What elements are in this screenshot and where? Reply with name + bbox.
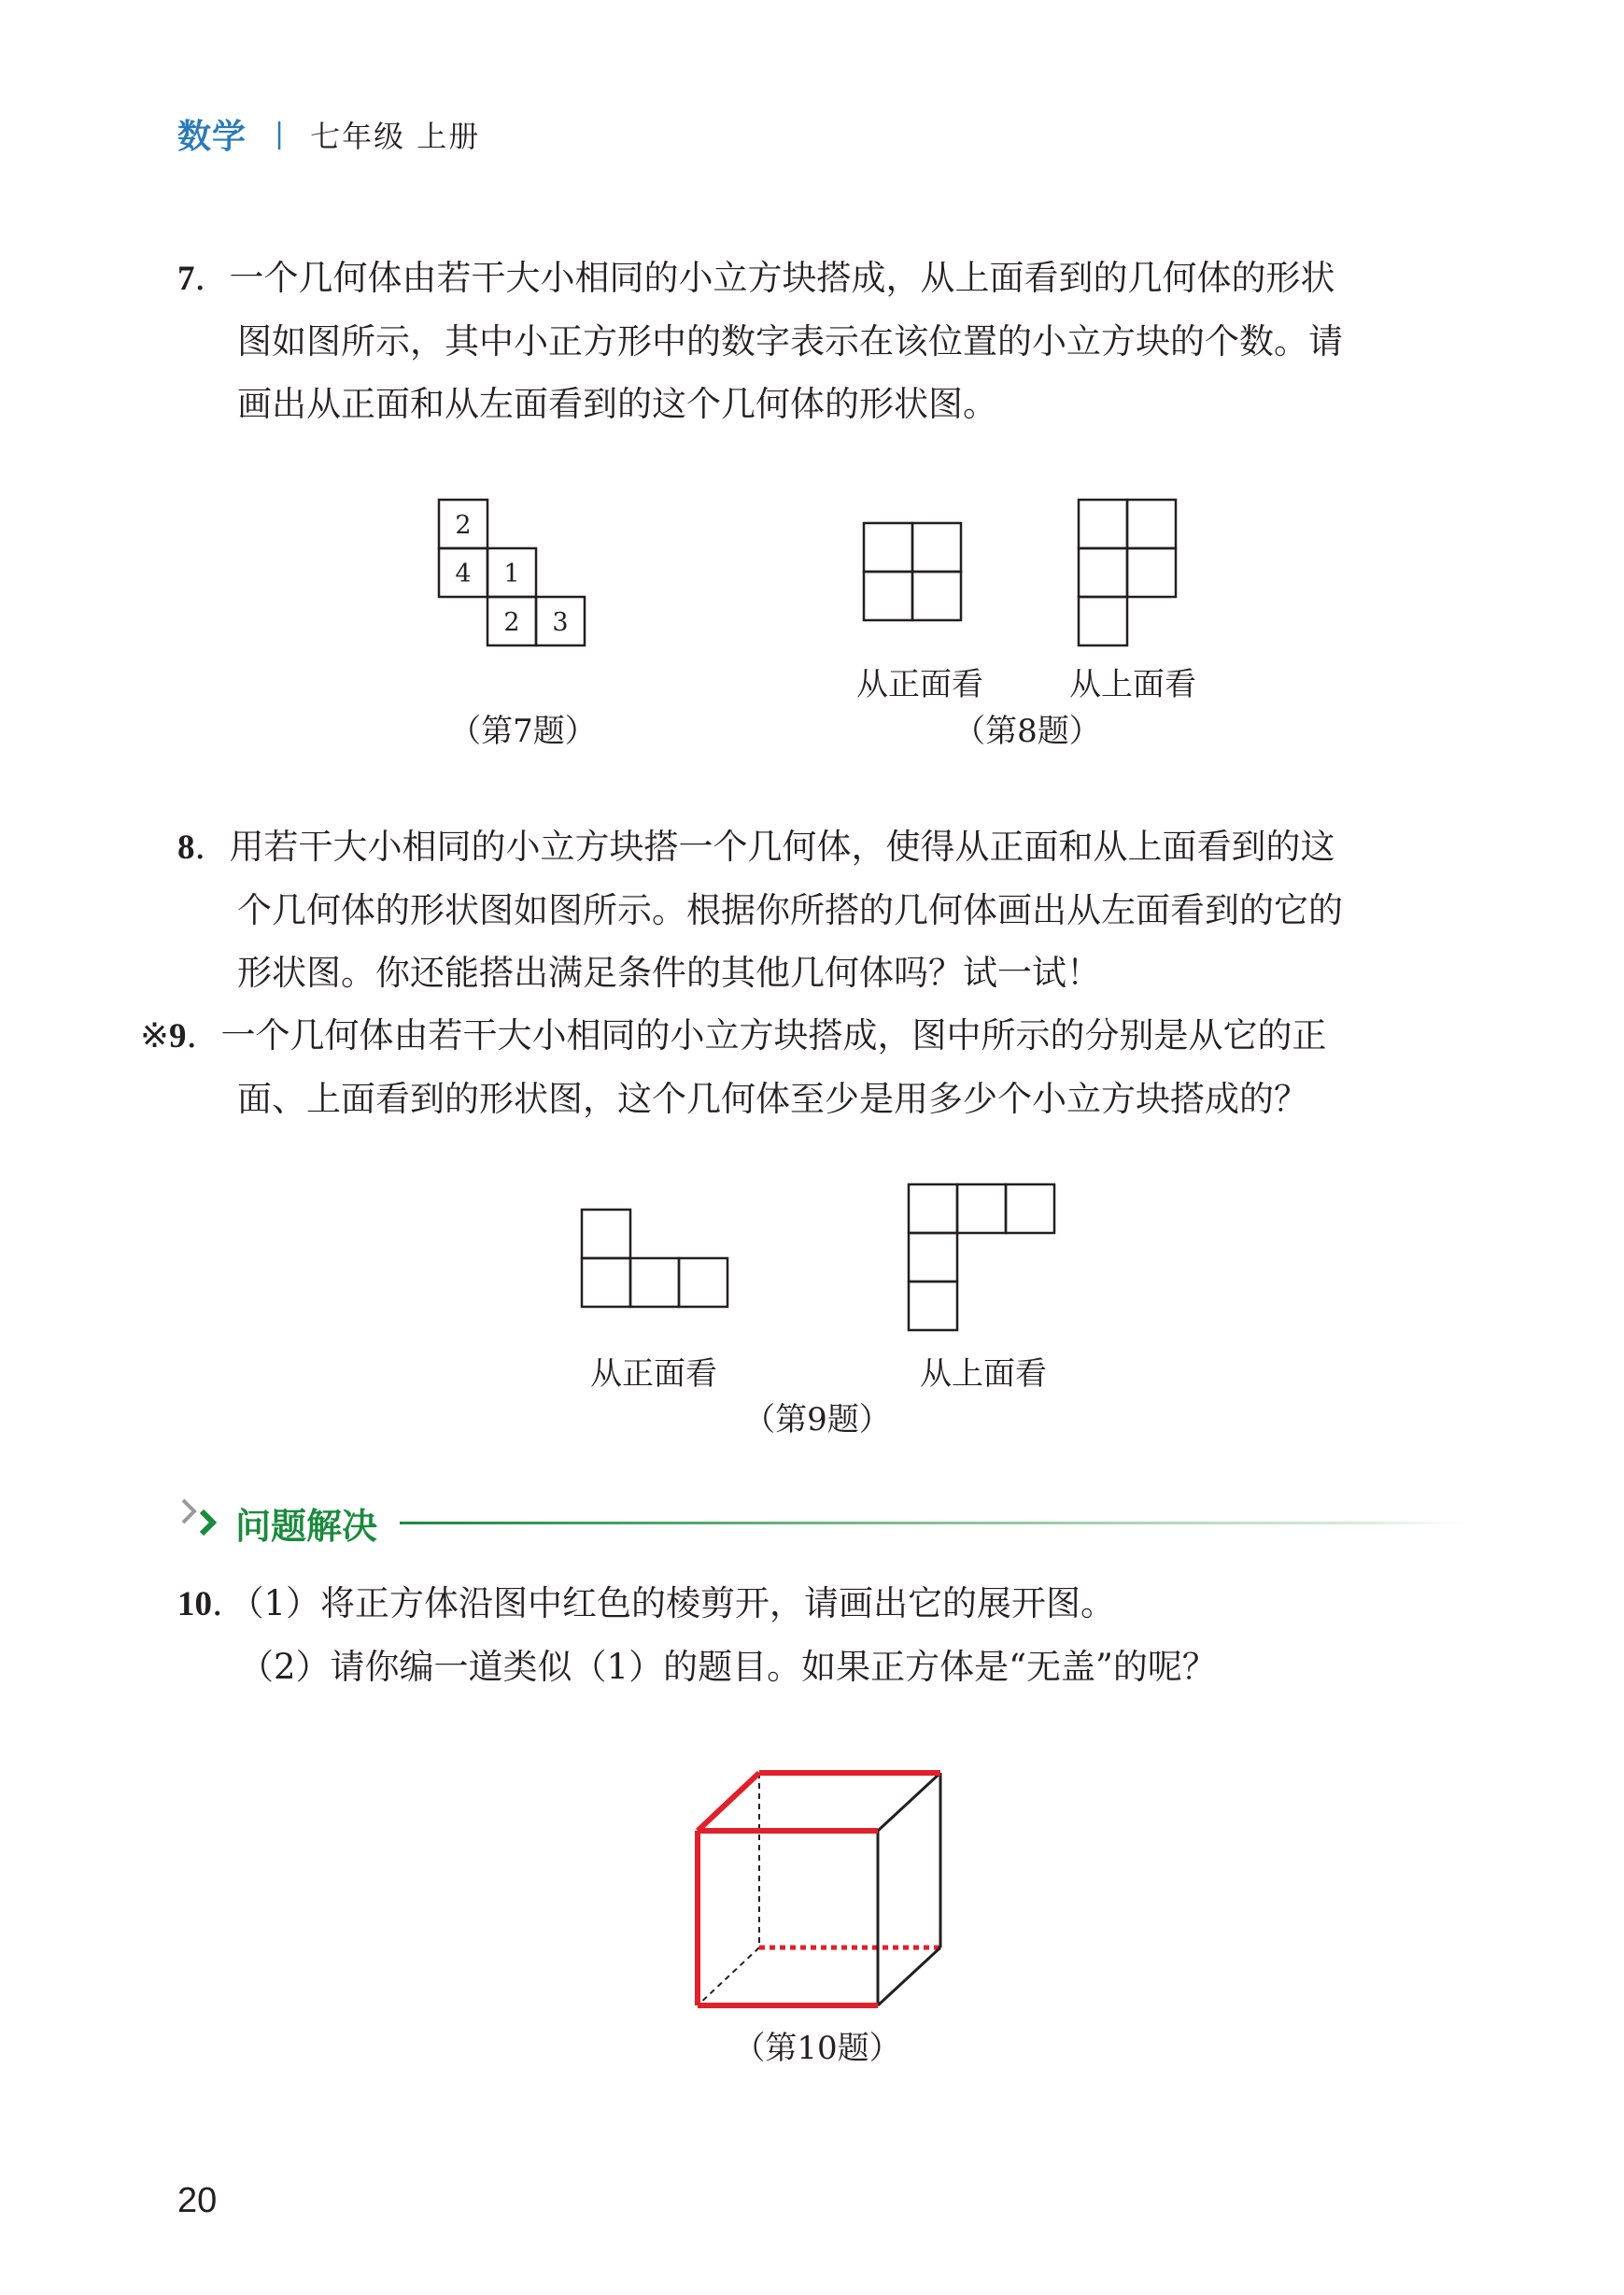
cell-count: 2 [455, 511, 472, 540]
header-separator: | [275, 118, 285, 150]
question-8 [177, 815, 1466, 1004]
grade-label: 七年级 上册 [310, 118, 481, 154]
question-text-line: ．一个几何体由若干大小相同的小立方块搭成，从上面看到的几何体的形状 [194, 258, 1335, 298]
figure-9-front-label: 从正面看 [590, 1355, 717, 1393]
figure-10-cube [686, 1765, 957, 2018]
figure-7-caption: （第7题） [449, 713, 597, 750]
running-header [177, 110, 480, 158]
figure-10-caption: （第10题） [733, 2030, 901, 2067]
section-header [177, 1495, 1466, 1551]
question-number: 8 [177, 829, 195, 867]
optional-mark: ※ [140, 1015, 170, 1055]
page-number: 20 [177, 2181, 218, 2220]
figure-9-top-view [899, 1175, 1067, 1334]
question-number: 9 [169, 1017, 187, 1055]
section-rule [400, 1522, 1466, 1524]
figure-8-front-view [854, 514, 967, 626]
question-text-line: 个几何体的形状图如图所示。根据你所搭的几何体画出从左面看到的它的 [237, 890, 1343, 930]
figure-8-top-view [1069, 490, 1181, 649]
figure-7-top-view-grid [430, 490, 616, 649]
question-text-line: ．用若干大小相同的小立方块搭一个几何体，使得从正面和从上面看到的这 [194, 827, 1335, 867]
question-number: 10 [177, 1585, 212, 1623]
question-text-line: ．（1）将正方体沿图中红色的棱剪开，请画出它的展开图。 [212, 1583, 1116, 1623]
figure-9-caption: （第9题） [743, 1401, 891, 1438]
question-text-line: 形状图。你还能搭出满足条件的其他几何体吗？试一试！ [237, 953, 1101, 993]
figure-8-front-label: 从正面看 [856, 666, 983, 703]
figure-9-top-label: 从上面看 [920, 1355, 1047, 1393]
double-chevron-icon [177, 1495, 233, 1551]
question-7 [177, 247, 1466, 435]
cell-count: 4 [455, 560, 472, 588]
subject-label: 数学 [177, 118, 247, 156]
cell-count: 3 [552, 608, 569, 637]
question-text-line: 画出从正面和从左面看到的这个几何体的形状图。 [237, 384, 997, 424]
figure-8-caption: （第8题） [953, 713, 1101, 750]
question-text-line: 面、上面看到的形状图，这个几何体至少是用多少个小立方块搭成的？ [237, 1079, 1308, 1119]
question-text-line: （2）请你编一道类似（1）的题目。如果正方体是“无盖”的呢？ [239, 1647, 1217, 1687]
figure-8-top-label: 从上面看 [1069, 666, 1196, 703]
question-text-line: 图如图所示，其中小正方形中的数字表示在该位置的小立方块的个数。请 [237, 321, 1343, 361]
question-number: 7 [177, 260, 195, 298]
cell-count: 1 [503, 560, 520, 588]
section-title: 问题解决 [235, 1505, 378, 1547]
cell-count: 2 [503, 608, 520, 637]
question-9 [140, 1004, 1466, 1130]
question-10 [177, 1572, 1466, 1698]
question-text-line: ．一个几何体由若干大小相同的小立方块搭成，图中所示的分别是从它的正 [186, 1015, 1327, 1055]
figure-9-front-view [572, 1200, 741, 1312]
